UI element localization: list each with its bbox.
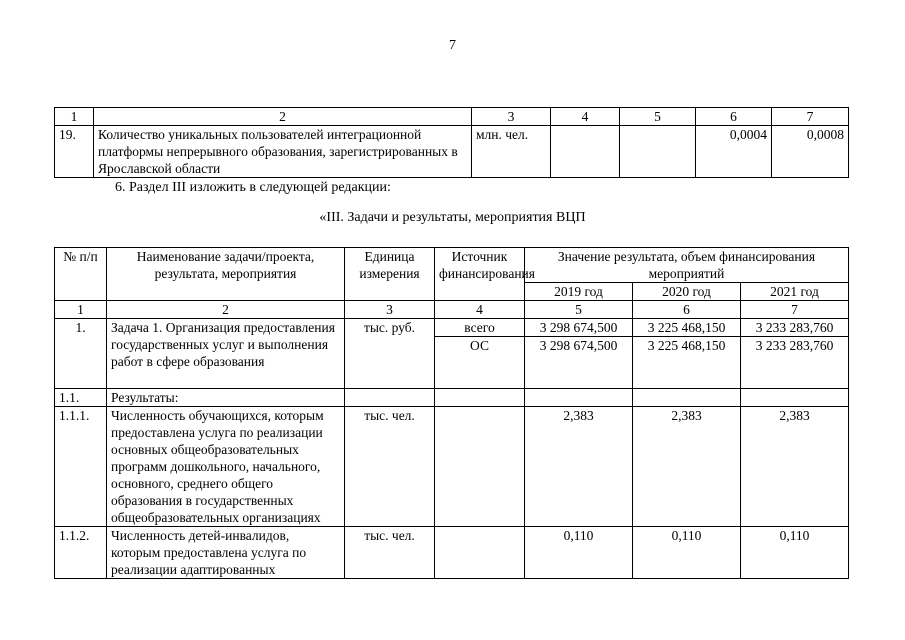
row-value: 2,383 <box>633 407 741 527</box>
row-unit: тыс. чел. <box>345 527 435 579</box>
header-year: 2019 год <box>525 283 633 301</box>
table-row <box>55 389 849 407</box>
col-number: 7 <box>772 108 849 126</box>
row-value: 2,383 <box>741 407 849 527</box>
col-number: 5 <box>620 108 696 126</box>
col-number: 2 <box>94 108 472 126</box>
row-number: 1. <box>55 319 107 389</box>
row-unit: млн. чел. <box>472 126 551 178</box>
row-value: 0,0004 <box>696 126 772 178</box>
row-number: 1.1.2. <box>55 527 107 579</box>
header-name: Наименование задачи/проекта, результата, мероприятия <box>107 248 345 301</box>
col-number: 7 <box>741 301 849 319</box>
row-value: 3 233 283,760 <box>741 319 849 337</box>
row-value: 3 298 674,500 <box>525 319 633 337</box>
row-value: 0,0008 <box>772 126 849 178</box>
row-value: 0,110 <box>741 527 849 579</box>
table-row <box>55 126 849 178</box>
row-number: 1.1.1. <box>55 407 107 527</box>
table-row <box>55 319 849 337</box>
column-numbers-row <box>55 301 849 319</box>
row-name: Задача 1. Организация предоставления государственных услуг и выполнения работ в сфере образования <box>107 319 345 389</box>
col-number: 6 <box>633 301 741 319</box>
row-name: Количество уникальных пользователей интеграционной платформы непрерывного образования, зарегистрированных в Ярославской области <box>94 126 472 178</box>
table-indicators <box>54 107 849 178</box>
row-name: Численность детей-инвалидов, которым предоставлена услуга по реализации адаптированных <box>107 527 345 579</box>
table-tasks <box>54 247 849 579</box>
header-num: № п/п <box>55 248 107 301</box>
col-number: 3 <box>345 301 435 319</box>
header-value-group: Значение результата, объем финансирования мероприятий <box>525 248 849 283</box>
row-name: Численность обучающихся, которым предоставлена услуга по реализации основных общеобразовательных программ дошкольного, начального, основного, среднего общего образования в государственных общеобразовательных организациях <box>107 407 345 527</box>
header-year: 2020 год <box>633 283 741 301</box>
row-unit: тыс. руб. <box>345 319 435 389</box>
row-value: 3 225 468,150 <box>633 337 741 389</box>
row-number: 1.1. <box>55 389 107 407</box>
table-header-row <box>55 248 849 283</box>
paragraph: 6. Раздел III изложить в следующей редакции: <box>115 180 391 195</box>
row-unit: тыс. чел. <box>345 407 435 527</box>
col-number: 5 <box>525 301 633 319</box>
row-source: ОС <box>435 337 525 389</box>
row-name: Результаты: <box>107 389 345 407</box>
row-cell <box>551 126 620 178</box>
col-number: 3 <box>472 108 551 126</box>
row-value: 3 298 674,500 <box>525 337 633 389</box>
table-row <box>55 527 849 579</box>
row-value: 3 225 468,150 <box>633 319 741 337</box>
page-number: 7 <box>449 38 456 53</box>
row-source: всего <box>435 319 525 337</box>
row-value: 0,110 <box>633 527 741 579</box>
col-number: 1 <box>55 108 94 126</box>
row-value: 3 233 283,760 <box>741 337 849 389</box>
row-cell <box>620 126 696 178</box>
row-value: 0,110 <box>525 527 633 579</box>
header-unit: Единица измерения <box>345 248 435 301</box>
row-value: 2,383 <box>525 407 633 527</box>
header-source: Источник финансирования <box>435 248 525 301</box>
section-title: «III. Задачи и результаты, мероприятия ВЦП <box>319 210 586 225</box>
col-number: 6 <box>696 108 772 126</box>
table-row <box>55 407 849 527</box>
col-number: 2 <box>107 301 345 319</box>
col-number: 1 <box>55 301 107 319</box>
col-number: 4 <box>551 108 620 126</box>
table-header-row <box>55 108 849 126</box>
row-number: 19. <box>55 126 94 178</box>
col-number: 4 <box>435 301 525 319</box>
header-year: 2021 год <box>741 283 849 301</box>
